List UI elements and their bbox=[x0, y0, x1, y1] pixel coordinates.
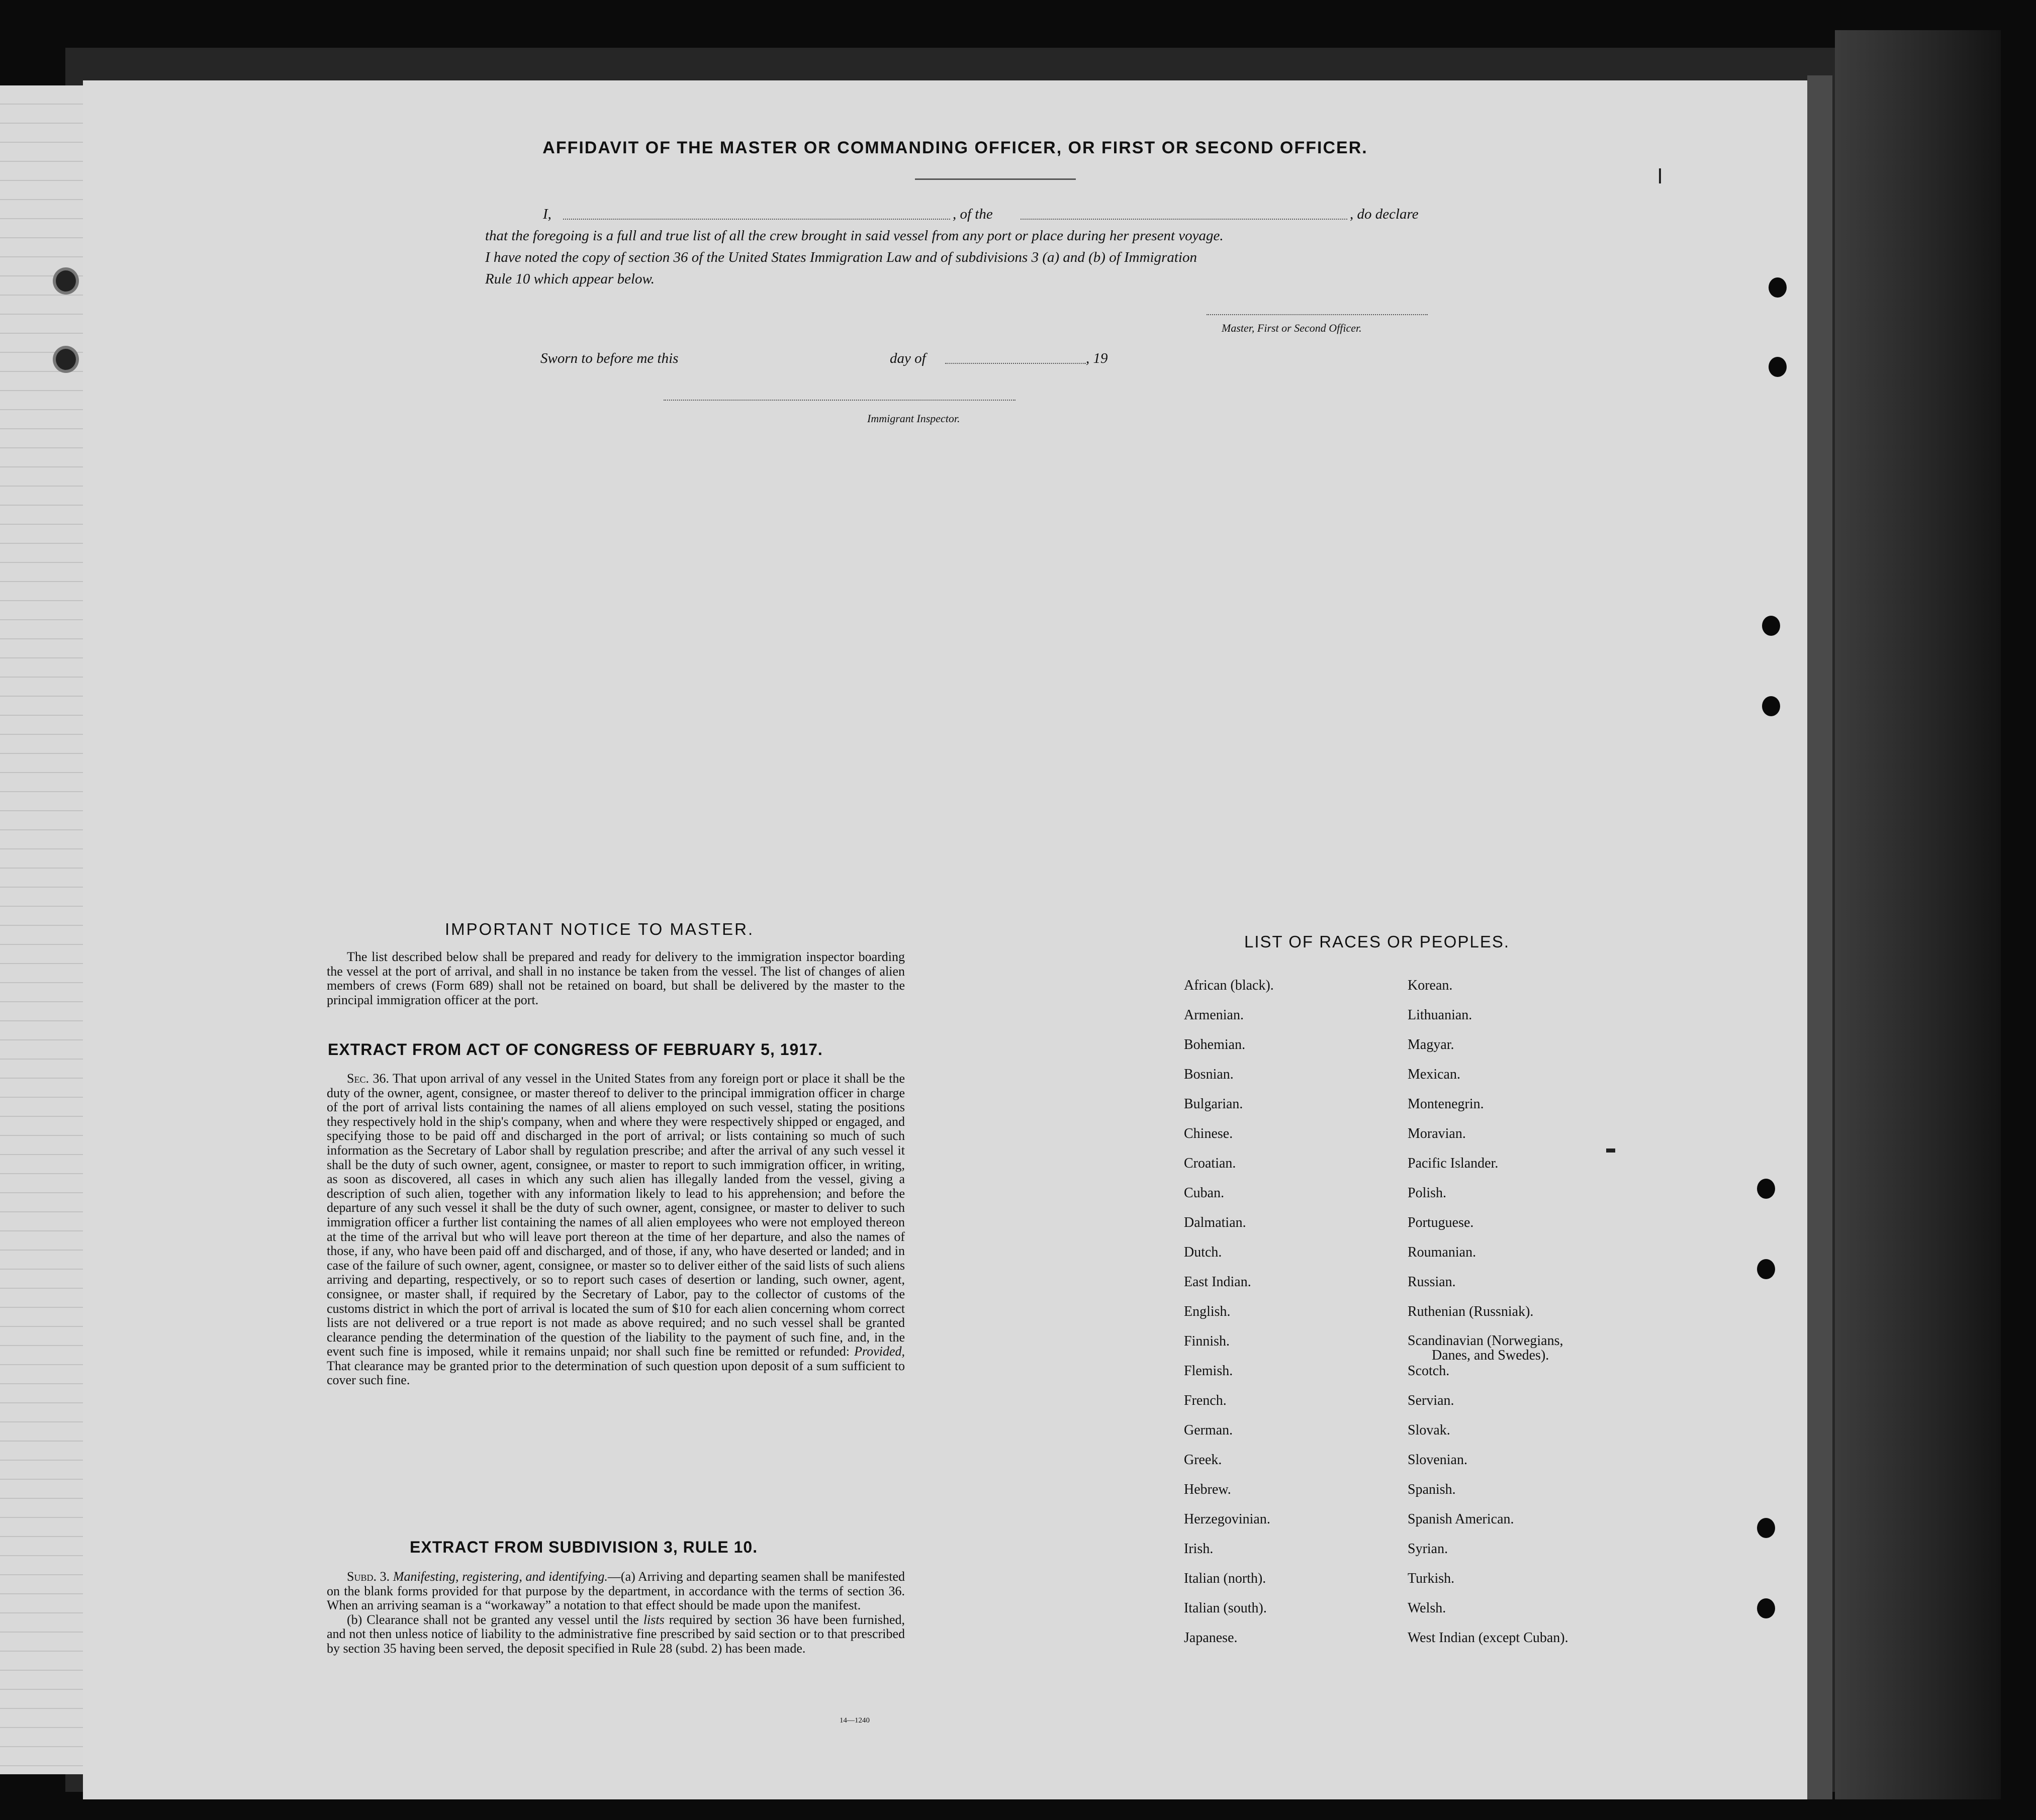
inspector-caption: Immigrant Inspector. bbox=[867, 412, 960, 425]
rule-para-b-italic: lists bbox=[643, 1612, 665, 1627]
rule-para-b-start: (b) Clearance shall not be granted any vessel until the bbox=[347, 1612, 639, 1627]
race-item: Moravian. bbox=[1408, 1126, 1466, 1141]
affidavit-line3: I have noted the copy of section 36 of the United States Immigration Law and of subdivisions 3 (a) and (b) of Immigration bbox=[485, 249, 1197, 265]
binder-ring bbox=[53, 267, 79, 295]
race-item: Finnish. bbox=[1184, 1333, 1230, 1349]
form-number: 14—1240 bbox=[840, 1716, 870, 1725]
race-item: Ruthenian (Russniak). bbox=[1408, 1304, 1534, 1319]
rule-lead: Subd. 3. bbox=[347, 1569, 390, 1584]
act-paragraph bbox=[327, 1072, 905, 1388]
binder-ring bbox=[53, 346, 79, 373]
sworn-text: Sworn to before me this bbox=[540, 350, 679, 366]
race-item: Bohemian. bbox=[1184, 1037, 1246, 1052]
affidavit-line2: that the foregoing is a full and true list of all the crew brought in said vessel from any port or place during her present voyage. bbox=[485, 228, 1224, 244]
punch-hole bbox=[1762, 616, 1780, 636]
punch-hole bbox=[1769, 357, 1787, 377]
ink-mark bbox=[1659, 168, 1661, 183]
affidavit-line1-end: , do declare bbox=[1350, 206, 1419, 222]
punch-hole bbox=[1769, 277, 1787, 298]
month-blank[interactable] bbox=[945, 363, 1086, 364]
notice-text: The list described below shall be prepared and ready for delivery to the immigration inspector boarding the vessel at the port of arrival, and shall in no instance be taken from the vessel. The list of changes of alien members of crews (Form 689) shall not be retained on board, but shall be delivered by the master to the principal immigration officer at the port. bbox=[327, 949, 905, 1007]
race-item: Flemish. bbox=[1184, 1363, 1233, 1379]
ink-speck bbox=[1606, 1148, 1615, 1153]
rule-para-a: —(a) Arriving and departing seamen shall be manifested on the blank forms provided for that purpose by the department, in accordance with the terms of section 36. When an arriving seaman is a “workaway” a notation to that effect should be made upon the manifest. bbox=[327, 1569, 905, 1613]
vessel-blank[interactable] bbox=[1021, 219, 1347, 220]
race-item: Portuguese. bbox=[1408, 1215, 1474, 1230]
race-item: Welsh. bbox=[1408, 1600, 1446, 1616]
rule-paragraph-b bbox=[327, 1613, 905, 1656]
race-item: Lithuanian. bbox=[1408, 1007, 1472, 1023]
race-item-line: Danes, and Swedes). bbox=[1432, 1348, 1549, 1363]
race-item: Syrian. bbox=[1408, 1541, 1448, 1557]
rule-body bbox=[327, 1570, 905, 1656]
races-right-column bbox=[1408, 978, 1568, 1660]
punch-hole bbox=[1762, 696, 1780, 716]
race-item: Hebrew. bbox=[1184, 1482, 1231, 1497]
race-item: Pacific Islander. bbox=[1408, 1156, 1499, 1171]
signature-blank[interactable] bbox=[1207, 314, 1428, 315]
punch-hole bbox=[1757, 1179, 1775, 1199]
affidavit-title: AFFIDAVIT OF THE MASTER OR COMMANDING OFFICER, OR FIRST OR SECOND OFFICER. bbox=[542, 138, 1368, 157]
race-item: Irish. bbox=[1184, 1541, 1214, 1557]
punch-hole bbox=[1757, 1598, 1775, 1618]
race-item: Greek. bbox=[1184, 1452, 1222, 1468]
race-item: Dutch. bbox=[1184, 1244, 1222, 1260]
race-item: Italian (north). bbox=[1184, 1571, 1266, 1586]
race-item: Magyar. bbox=[1408, 1037, 1454, 1052]
race-item: French. bbox=[1184, 1393, 1227, 1408]
race-item: Bosnian. bbox=[1184, 1067, 1234, 1082]
race-item: Roumanian. bbox=[1408, 1244, 1476, 1260]
race-item: Chinese. bbox=[1184, 1126, 1233, 1141]
notice-heading: IMPORTANT NOTICE TO MASTER. bbox=[445, 920, 755, 938]
affidavit-line4: Rule 10 which appear below. bbox=[485, 271, 655, 287]
race-item bbox=[1408, 1333, 1568, 1363]
title-rule bbox=[915, 178, 1076, 180]
races-heading: LIST OF RACES OR PEOPLES. bbox=[1244, 932, 1510, 951]
act-text-end: That clearance may be granted prior to the determination of such question upon deposit of a sum sufficient to cover such fine. bbox=[327, 1358, 905, 1388]
rule-para-b-end: required by section 36 have been furnished, and not then unless notice of liability to the administrative fine prescribed by said section or to that prescribed by section 35 having been served, the deposit specified in Rule 28 (subd. 2) has been made. bbox=[327, 1612, 905, 1656]
notice-body bbox=[327, 950, 905, 1007]
page-shadow bbox=[1807, 75, 1832, 1799]
rule-heading: EXTRACT FROM SUBDIVISION 3, RULE 10. bbox=[410, 1538, 758, 1556]
sworn-day: day of bbox=[890, 350, 926, 366]
race-item: German. bbox=[1184, 1422, 1233, 1438]
race-item: Cuban. bbox=[1184, 1185, 1225, 1201]
race-item: Mexican. bbox=[1408, 1067, 1460, 1082]
race-item: Russian. bbox=[1408, 1274, 1456, 1290]
race-item: Slovak. bbox=[1408, 1422, 1450, 1438]
race-item: Japanese. bbox=[1184, 1630, 1238, 1646]
affidavit-line1-mid: , of the bbox=[953, 206, 993, 222]
sworn-year: , 19 bbox=[1086, 350, 1108, 366]
race-item-line: Scandinavian (Norwegians, bbox=[1408, 1333, 1563, 1349]
inspector-signature-blank[interactable] bbox=[664, 400, 1015, 401]
race-item: Servian. bbox=[1408, 1393, 1454, 1408]
race-item: Herzegovinian. bbox=[1184, 1511, 1270, 1527]
race-item: African (black). bbox=[1184, 978, 1274, 993]
rule-lead-italic: Manifesting, registering, and identifying. bbox=[393, 1569, 608, 1584]
race-item: English. bbox=[1184, 1304, 1231, 1319]
binder-edge bbox=[1835, 30, 2001, 1799]
race-item: Korean. bbox=[1408, 978, 1453, 993]
race-item: Bulgarian. bbox=[1184, 1096, 1243, 1112]
act-heading: EXTRACT FROM ACT OF CONGRESS OF FEBRUARY 5, 1917. bbox=[328, 1040, 823, 1059]
race-item: Polish. bbox=[1408, 1185, 1447, 1201]
signature-caption: Master, First or Second Officer. bbox=[1222, 322, 1362, 334]
race-item: Montenegrin. bbox=[1408, 1096, 1484, 1112]
name-blank[interactable] bbox=[563, 219, 950, 220]
act-provided: Provided, bbox=[854, 1344, 905, 1359]
race-item: Armenian. bbox=[1184, 1007, 1244, 1023]
race-item: East Indian. bbox=[1184, 1274, 1251, 1290]
race-item: Turkish. bbox=[1408, 1571, 1455, 1586]
race-item: Spanish. bbox=[1408, 1482, 1456, 1497]
ledger-margin bbox=[0, 85, 88, 1774]
punch-hole bbox=[1757, 1518, 1775, 1538]
act-body bbox=[327, 1072, 905, 1388]
affidavit-line1-start: I, bbox=[543, 206, 551, 222]
races-left-column bbox=[1184, 978, 1274, 1660]
race-item: Dalmatian. bbox=[1184, 1215, 1246, 1230]
punch-hole bbox=[1757, 1259, 1775, 1279]
act-lead: Sec. 36. bbox=[347, 1071, 389, 1086]
race-item: Scotch. bbox=[1408, 1363, 1450, 1379]
act-text: That upon arrival of any vessel in the United States from any foreign port or place it shall be the duty of the owner, agent, consignee, or master thereof to deliver to the principal immigration officer in charge of the port of arrival lists containing the names of all aliens employed on such vessel, stating the positions they respectively hold in the ship's company, when and where they were respectively shipped or engaged, and specifying those to be paid off and discharged in the port of arrival; or lists containing so much of such information as the Secretary of Labor shall by regulation prescribe; and after the arrival of any such vessel it shall be the duty of such owner, agent, consignee, or master to report to such immigration officer, in writing, as soon as discovered, all cases in which any such alien has illegally landed from the vessel, giving a description of such alien, together with any information likely to lead to his apprehension; and before the departure of any such vessel it shall be the duty of such owner, agent, consignee, or master to deliver to such immigration officer a further list containing the names of all alien employees who were not employed thereon at the time of the arrival but who will leave port thereon at the time of her departure, and also the names of those, if any, who have been paid off and discharged, and of those, if any, who have deserted or landed; and in case of the failure of such owner, agent, consignee, or master so to deliver either of the said lists of such aliens arriving and departing, respectively, or so to report such cases of desertion or landing, such owner, agent, consignee, or master shall, if required by the Secretary of Labor, pay to the collector of customs of the customs district in which the port of arrival is located the sum of $10 for each alien concerning whom correct lists are not delivered or a true report is not made as above required; and no such vessel shall be granted clearance pending the determination of the question of the liability to the payment of such fine, and, in the event such fine is imposed, while it remains unpaid; nor shall such fine be remitted or refunded: bbox=[327, 1071, 905, 1359]
rule-paragraph-a bbox=[327, 1570, 905, 1613]
race-item: West Indian (except Cuban). bbox=[1408, 1630, 1568, 1646]
race-item: Spanish American. bbox=[1408, 1511, 1514, 1527]
race-item: Croatian. bbox=[1184, 1156, 1236, 1171]
race-item: Italian (south). bbox=[1184, 1600, 1267, 1616]
race-item: Slovenian. bbox=[1408, 1452, 1467, 1468]
